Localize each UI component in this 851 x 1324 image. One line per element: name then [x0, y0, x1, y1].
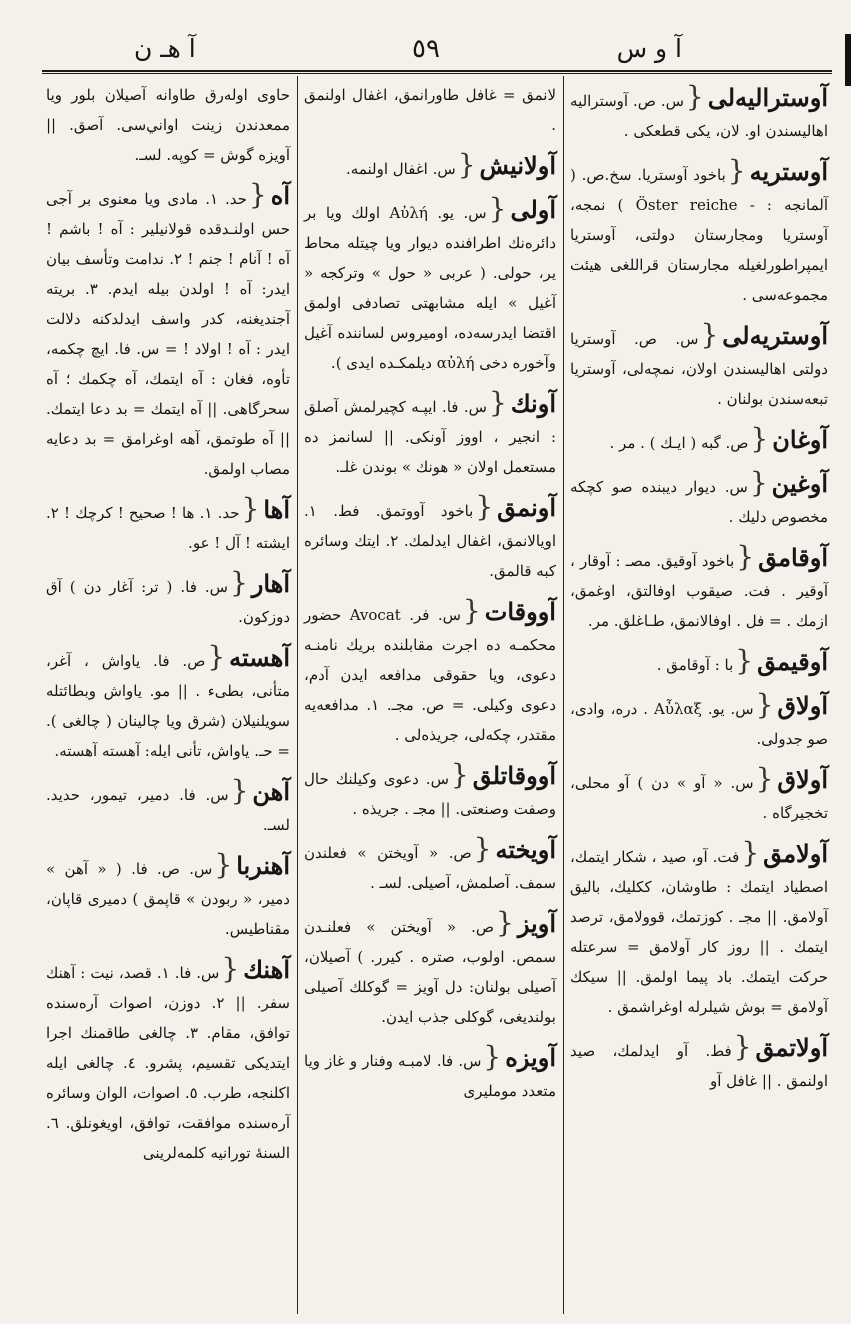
entry-definition: ص. گبه ( ايـك ) . مر .: [609, 434, 749, 452]
dictionary-entry: [300, 756, 560, 830]
entry-headword: آوغان: [772, 425, 828, 454]
entry-definition: س. يو. Αὐλή اولك ويا بر دائره‌نك اطرافنده ديوار ويا چيتله محاط ير، حولی. ( عربی « حول » وتركجه « آغيل » ايله مشابهتی تصادفی اولمق اقتضا ايدرسه‌ده، اوميروس لساننده آغيل وآخوره دخی αὐλή ديلمكـده ايدی ).: [304, 204, 556, 372]
brace-icon: {: [229, 566, 248, 599]
brace-icon: {: [749, 466, 768, 499]
brace-icon: {: [221, 952, 240, 985]
entry-headword: آولاق: [777, 765, 828, 794]
dictionary-entry: [566, 316, 832, 420]
entry-definition: ص. « آويختن » فعلندن سمف. آصلمش، آصيلی. لسـ .: [304, 844, 556, 892]
dictionary-entry: [566, 420, 832, 464]
entry-definition: حد. ١. مادی ويا معنوی بر آجی حس اولنـدقده قولانيلير : آه ! باشم ! آه ! آنام ! جنم ! ٢. ندامت وتأسف بيان ايدر: آه ! اولدن بيله ايدم. ٣. بريته آجنديغنه، كدر واسف ايدلدكنه دلالت ايدر : آه ! اولاد ! = س. فا. ايچ چكمه، تأوه، فغان : آه ايتمك، آه چكمك ؛ آه سحرگاهی. || آه ايتمك = بد دعا ايتمك. || آه طوتمق، آهه اوغرامق = بد دعايه مصاب اولمق.: [46, 190, 291, 478]
header-right-guide-word: آ و س: [616, 34, 682, 63]
entry-definition: س. « آو » دن ) آو محلی، تخجيرگاه .: [570, 774, 828, 822]
entry-headword: آهار: [251, 569, 290, 598]
dictionary-entry: [300, 190, 560, 384]
entry-definition: س. يو. Αὖλαξ . دره، وادی، صو جدولی.: [570, 700, 828, 748]
entry-headword: آولاتمق: [755, 1033, 828, 1062]
brace-icon: {: [483, 1040, 502, 1073]
entry-headword: آهسته: [229, 643, 290, 672]
column-left: [42, 78, 294, 1314]
entry-headword: آولانيش: [479, 151, 556, 180]
dictionary-entry: [300, 384, 560, 488]
entry-headword: آهن: [252, 777, 290, 806]
page-header: [42, 32, 832, 68]
dictionary-entry: [566, 834, 832, 1028]
dictionary-entry: [566, 686, 832, 760]
brace-icon: {: [207, 640, 226, 673]
entry-headword: آويزه: [505, 1043, 556, 1072]
entry-definition: س. فا. ايپـه كچيرلمش آصلق : انجير ، اووز آونكی. || لسانمز ده مستعمل اولان « هونك » بوندن غلـ.: [304, 398, 556, 476]
entry-definition: س. ص. آوستريا دولتی اهاليسندن اولان، نمچه‌لی، آوستريا تبعه‌سندن بولنان .: [570, 330, 828, 408]
column-divider-right: [563, 76, 564, 1314]
entry-definition: ص. فا. ياواش ، آغر، متأنی، بطیء . || مو. ياواش وبطائتله سويلنيلان (شرق ويا چالينان ( چالغی ). = حـ. ياواش، تأنی ايله: آهسته آهسته.: [46, 652, 290, 760]
entry-headword: آووقاتلق: [472, 761, 556, 790]
brace-icon: {: [755, 688, 774, 721]
brace-icon: {: [214, 848, 233, 881]
entry-definition: باخود آوقيق. مصـ : آوقار ، آوقير . فت. صيقوب اوفالتق، اوغمق، ازمك . = فل . اوفالانمق، طـاغلق. مر.: [570, 552, 828, 630]
entry-headword: آوستريه: [749, 157, 828, 186]
entry-definition: لانمق = غافل طاورانمق، اغفال اولنمق .: [304, 86, 556, 134]
entry-definition: س. دعوی وكيلنك حال وصفت وصنعتی. || مجـ . جريذه .: [304, 770, 556, 818]
entry-headword: آونمق: [497, 493, 556, 522]
page-edge-mark: [845, 34, 851, 86]
entry-definition: س. فر. Avocat حضور محكمـه ده اجرت مقابلنده بريك نامنـه دعوی، ويا حقوقی مدافعه ايدن آدم، دعوی وكيلی. = ص. مجـ. ١. مدافعه‌يه مقتدر، چكه‌لی، جريذه‌لی .: [304, 606, 557, 744]
entry-headword: آويز: [517, 909, 556, 938]
entry-headword: آويخته: [495, 835, 556, 864]
brace-icon: {: [495, 906, 514, 939]
entry-definition: فط. آو ايدلمك، صيد اولنمق . || غافل آو‌: [570, 1042, 828, 1090]
entry-definition: س. فا. لامبـه وفنار و غاز ويا متعدد مومليری: [304, 1052, 556, 1100]
dictionary-entry: [42, 78, 294, 176]
entry-definition: س. ص. فا. ( « آهن » دمير، « ربودن » قاپمق ) دميری قاپان، مقناطيس.: [46, 860, 290, 938]
brace-icon: {: [457, 148, 476, 181]
entry-headword: آولاق: [777, 691, 828, 720]
dictionary-entry: [42, 772, 294, 846]
header-rule: [42, 70, 832, 72]
brace-icon: {: [750, 422, 769, 455]
brace-icon: {: [741, 836, 760, 869]
entry-headword: آولامق: [763, 839, 828, 868]
brace-icon: {: [736, 540, 755, 573]
brace-icon: {: [755, 762, 774, 795]
entry-headword: آهنك: [243, 955, 290, 984]
brace-icon: {: [700, 318, 719, 351]
dictionary-entry: [300, 830, 560, 904]
dictionary-entry: [300, 592, 560, 756]
entry-definition: س. ديوار ديبنده صو كچكه مخصوص دليك .: [570, 478, 828, 526]
brace-icon: {: [230, 774, 249, 807]
brace-icon: {: [475, 490, 494, 523]
entry-headword: آوقيمق: [757, 647, 828, 676]
entry-definition: ص. « آويختن » فعلنـدن سمص. اولوب، صتره . كيرر. ) آصيلان، آصيلی بولنان: دل آويز = گوكلك آصيلی بو‌لنديغی، گوكلی جذب ايدن.: [304, 918, 556, 1026]
brace-icon: {: [450, 758, 469, 791]
dictionary-entry: [42, 846, 294, 950]
brace-icon: {: [735, 644, 754, 677]
entry-definition: فت. آو، صيد ، شكار ايتمك، اصطياد ايتمك : طاوشان، ككليك، باليق آولامق. || مجـ . كوزتمك، قوولامق، ترصد ايتمك . || روز كار آولامق = سرعتله حركت ايتمك. باد پيما اولمق. || سيكك آولامق = بوش شيلرله اوغراشمق .: [570, 848, 828, 1016]
header-left-guide-word: آ هـ ن: [134, 34, 196, 63]
entry-headword: آوغين: [771, 469, 828, 498]
entry-definition: س. اغفال اولنمه.: [346, 160, 456, 178]
dictionary-entry: [566, 78, 832, 152]
column-right: [566, 78, 832, 1314]
dictionary-entry: [42, 176, 294, 490]
brace-icon: {: [248, 178, 267, 211]
brace-icon: {: [733, 1030, 752, 1063]
dictionary-entry: [300, 488, 560, 592]
dictionary-entry: [566, 760, 832, 834]
dictionary-entry: [42, 950, 294, 1174]
brace-icon: {: [488, 192, 507, 225]
dictionary-entry: [566, 464, 832, 538]
entry-headword: آووقات: [484, 597, 556, 626]
page-number: ٥٩: [412, 34, 440, 64]
entry-headword: آوستراليه‌لی: [707, 83, 828, 112]
entry-definition: حاوی اوله‌رق طاوانه آصيلان بلور ويا ممعدندن زينت اواني‌سی. آصق. || آويزه گوش = كوپه. لسـ.: [46, 86, 290, 164]
dictionary-entry: [300, 78, 560, 146]
brace-icon: {: [685, 80, 704, 113]
entry-headword: آوقامق: [758, 543, 828, 572]
entry-definition: با : آوقامق .: [656, 656, 734, 674]
dictionary-entry: [300, 904, 560, 1038]
header-rule-thin: [42, 73, 832, 74]
entry-definition: باخود آووتمق. فط. ١. اويالانمق، اغفال ايدلمك. ٢. ايتك وسائره كبه قالمق.: [304, 502, 556, 580]
dictionary-entry: [566, 152, 832, 316]
entry-headword: آونك: [510, 389, 556, 418]
dictionary-entry: [300, 146, 560, 190]
brace-icon: {: [489, 386, 507, 419]
entry-headword: آه: [270, 181, 290, 210]
brace-icon: {: [462, 594, 481, 627]
entry-headword: آوستريه‌لی: [722, 321, 828, 350]
brace-icon: {: [241, 492, 260, 525]
brace-icon: {: [473, 832, 492, 865]
dictionary-entry: [42, 564, 294, 638]
column-divider-left: [297, 76, 298, 1314]
entry-headword: آهنربا: [236, 851, 290, 880]
dictionary-entry: [566, 538, 832, 642]
entry-definition: باخود آوستريا. سخ.ص. ( آلمانجه : - Öster reiche ) نمجه، آوستريا ومجارستان دولتی، آوستريا ايمپراطورلغيله مجارستان قراللغی هيئت مجموعه‌سی .: [570, 166, 828, 304]
dictionary-entry: [42, 490, 294, 564]
brace-icon: {: [727, 154, 746, 187]
entry-definition: س. فا. ( تر: آغار دن ) آق دوزكون.: [46, 578, 290, 626]
entry-definition: س. ص. آوستراليه اهاليسندن او‌. لان، يكی قطعكی .: [570, 92, 828, 140]
entry-definition: حد. ١. ها ! صحيح ! كرچك ! ٢. ايشته ! آل ! عو.: [46, 504, 290, 552]
entry-headword: آولی: [510, 195, 557, 224]
entry-definition: س. فا. دمير، تيمور، حديد. لسـ.: [46, 786, 290, 834]
entry-definition: س. فا. ١. قصد، نيت : آهنك سفر. || ٢. دوزن، اصوات آره‌سنده توافق، مقام. ٣. چالغی طاقمنك اجرا ايتديكی تقسيم، پشرو. ٤. چالغی ايله اكلنجه، طرب. ٥. اصوات، الوان وسائره آره‌سنده موافقت، توافق، اويغونلق. ٦. السنهٔ تورانيه كلمه‌لرينی: [46, 964, 290, 1162]
dictionary-entry: [42, 638, 294, 772]
entry-headword: آها: [263, 495, 290, 524]
dictionary-entry: [566, 642, 832, 686]
dictionary-entry: [566, 1028, 832, 1102]
column-middle: [300, 78, 560, 1314]
dictionary-entry: [300, 1038, 560, 1112]
